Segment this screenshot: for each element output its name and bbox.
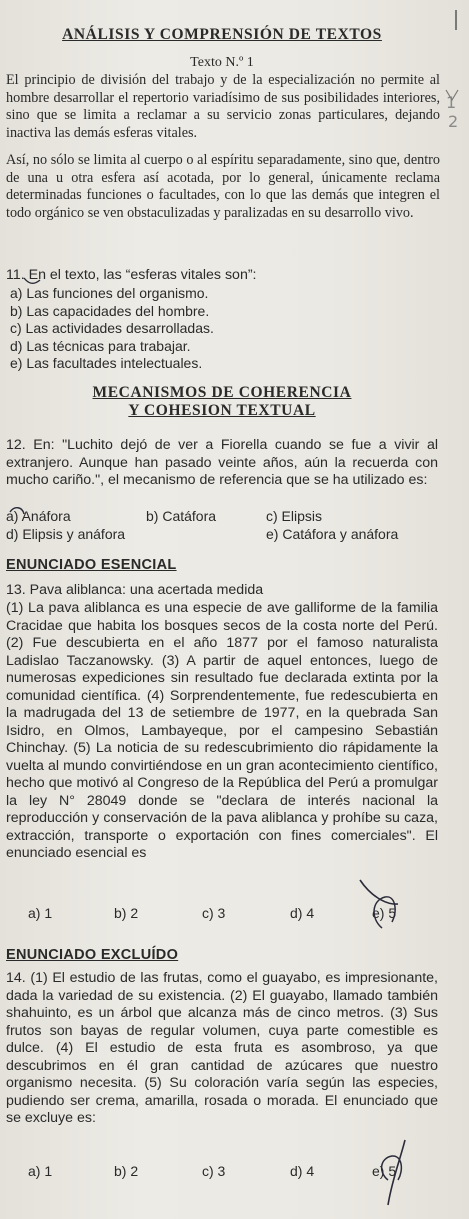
q13-option-a[interactable]: a) 1: [28, 905, 53, 921]
q14-option-b[interactable]: b) 2: [114, 1163, 139, 1179]
q12-question: 12. En: "Luchito dejó de ver a Fiorella cuando se fue a vivir al extranjero. Aunque han pasado veinte años, aún la recuerda con mucho cariño.", el mecanismo de referencia que se ha utilizado es:: [6, 437, 438, 488]
q14-option-c[interactable]: c) 3: [202, 1163, 226, 1179]
q13-option-d[interactable]: d) 4: [290, 905, 315, 921]
section-title-excluido: ENUNCIADO EXCLUÍDO: [6, 947, 179, 963]
q14-option-d[interactable]: d) 4: [290, 1163, 315, 1179]
q13-title: 13. Pava aliblanca: una acertada medida: [6, 582, 264, 598]
q12-option-d[interactable]: d) Elipsis y anáfora: [6, 526, 126, 542]
q13-option-e[interactable]: e) 5: [372, 905, 397, 921]
q11-option-c[interactable]: c) Las actividades desarrolladas.: [10, 320, 214, 336]
margin-mark-1: 1: [446, 93, 457, 112]
q13-text: (1) La pava aliblanca es una especie de ave galliforme de la familia Cracidae que habita los bosques secos de la costa norte del Perú. (2) Fue descubierta en el año 1877 por el famoso naturalista Ladislao Taczanowsky. (3) A partir de aquel entonces, luego de numerosas expediciones sin resultado fue declarada extinta por la comunidad científica. (4) Sorprendentemente, fue redescubierta en la madrugada del 13 de setiembre de 1977, en la quebrada San Isidro, en Olmos, Lambayeque, por el campesino Sebastián Chinchay. (5) La noticia de su redescubrimiento dio rápidamente la vuelta al mundo convirtiéndose en un gran acontecimiento científico, hecho que motivó al Congreso de la República del Perú a promulgar la ley N° 28049 donde se "declara de interés nacional la reproducción y conservación de la pava aliblanca y prohíbe su caza, extracción, transporte o exportación con fines comerciales". El enunciado esencial es: [6, 600, 438, 861]
q12-option-a[interactable]: a) Anáfora: [6, 508, 71, 524]
passage-paragraph-2: Así, no sólo se limita al cuerpo o al espíritu separadamente, sino que, dentro de una u otra esfera así acotada, por lo general, únicamente reclama determinadas funciones o facultades, con lo que las demás que integren el todo orgánico se ven obstaculizadas y paralizadas en su desarrollo vivo.: [6, 152, 440, 221]
q14-option-a[interactable]: a) 1: [28, 1163, 53, 1179]
q14-e-circle: [382, 1156, 402, 1180]
q12-option-b[interactable]: b) Catáfora: [146, 508, 217, 524]
section-title-esencial: ENUNCIADO ESENCIAL: [6, 557, 177, 573]
margin-arrow-mark: [446, 90, 458, 100]
page-title: ANÁLISIS Y COMPRENSIÓN DE TEXTOS: [62, 26, 382, 43]
q14-option-e[interactable]: e) 5: [372, 1163, 397, 1179]
q12-option-c[interactable]: c) Elipsis: [266, 508, 323, 524]
q14-text: 14. (1) El estudio de las frutas, como el guayabo, es impresionante, dada la variedad de su existencia. (2) El guayabo, llamado también shahuinto, es un árbol que alcanza más de cinco metros. (3) Sus frutos son bayas de regular volumen, cuya parte comestible es dulce. (4) El estudio de esta fruta es asombroso, ya que descubrimos en él gran cantidad de azúcares que nuestro organismo necesita. (5) Su coloración varía según las especies, pudiendo ser crema, amarilla, rosada o morada. El enunciado que se excluye es:: [6, 970, 438, 1126]
q12-a-circle-mark: [10, 508, 24, 514]
q11-option-a[interactable]: a) Las funciones del organismo.: [10, 285, 209, 301]
margin-mark-2: 2: [448, 112, 459, 131]
q13-option-b[interactable]: b) 2: [114, 905, 139, 921]
q11-question: 11. En el texto, las “esferas vitales son”:: [6, 267, 257, 283]
passage-paragraph-1: El principio de división del trabajo y de la especialización no permite al hombre desarrollar el repertorio variadísimo de sus posibilidades interiores, sino que se limita a reclamar a su servicio zonas particulares, dejando inactiva las demás esferas vitales.: [6, 72, 440, 141]
section-title-coherencia: MECANISMOS DE COHERENCIA: [92, 384, 352, 401]
q11-a-check-mark: [24, 278, 40, 283]
text-label: Texto N.º 1: [190, 55, 254, 70]
q12-option-e[interactable]: e) Catáfora y anáfora: [266, 526, 399, 542]
q13-option-c[interactable]: c) 3: [202, 905, 226, 921]
q14-e-pen-stroke: [388, 1140, 405, 1205]
section-title-cohesion: Y COHESION TEXTUAL: [128, 402, 316, 419]
q11-option-b[interactable]: b) Las capacidades del hombre.: [10, 302, 210, 319]
q11-option-d[interactable]: d) Las técnicas para trabajar.: [10, 337, 191, 354]
q11-option-e[interactable]: e) Las facultades intelectuales.: [10, 355, 203, 371]
